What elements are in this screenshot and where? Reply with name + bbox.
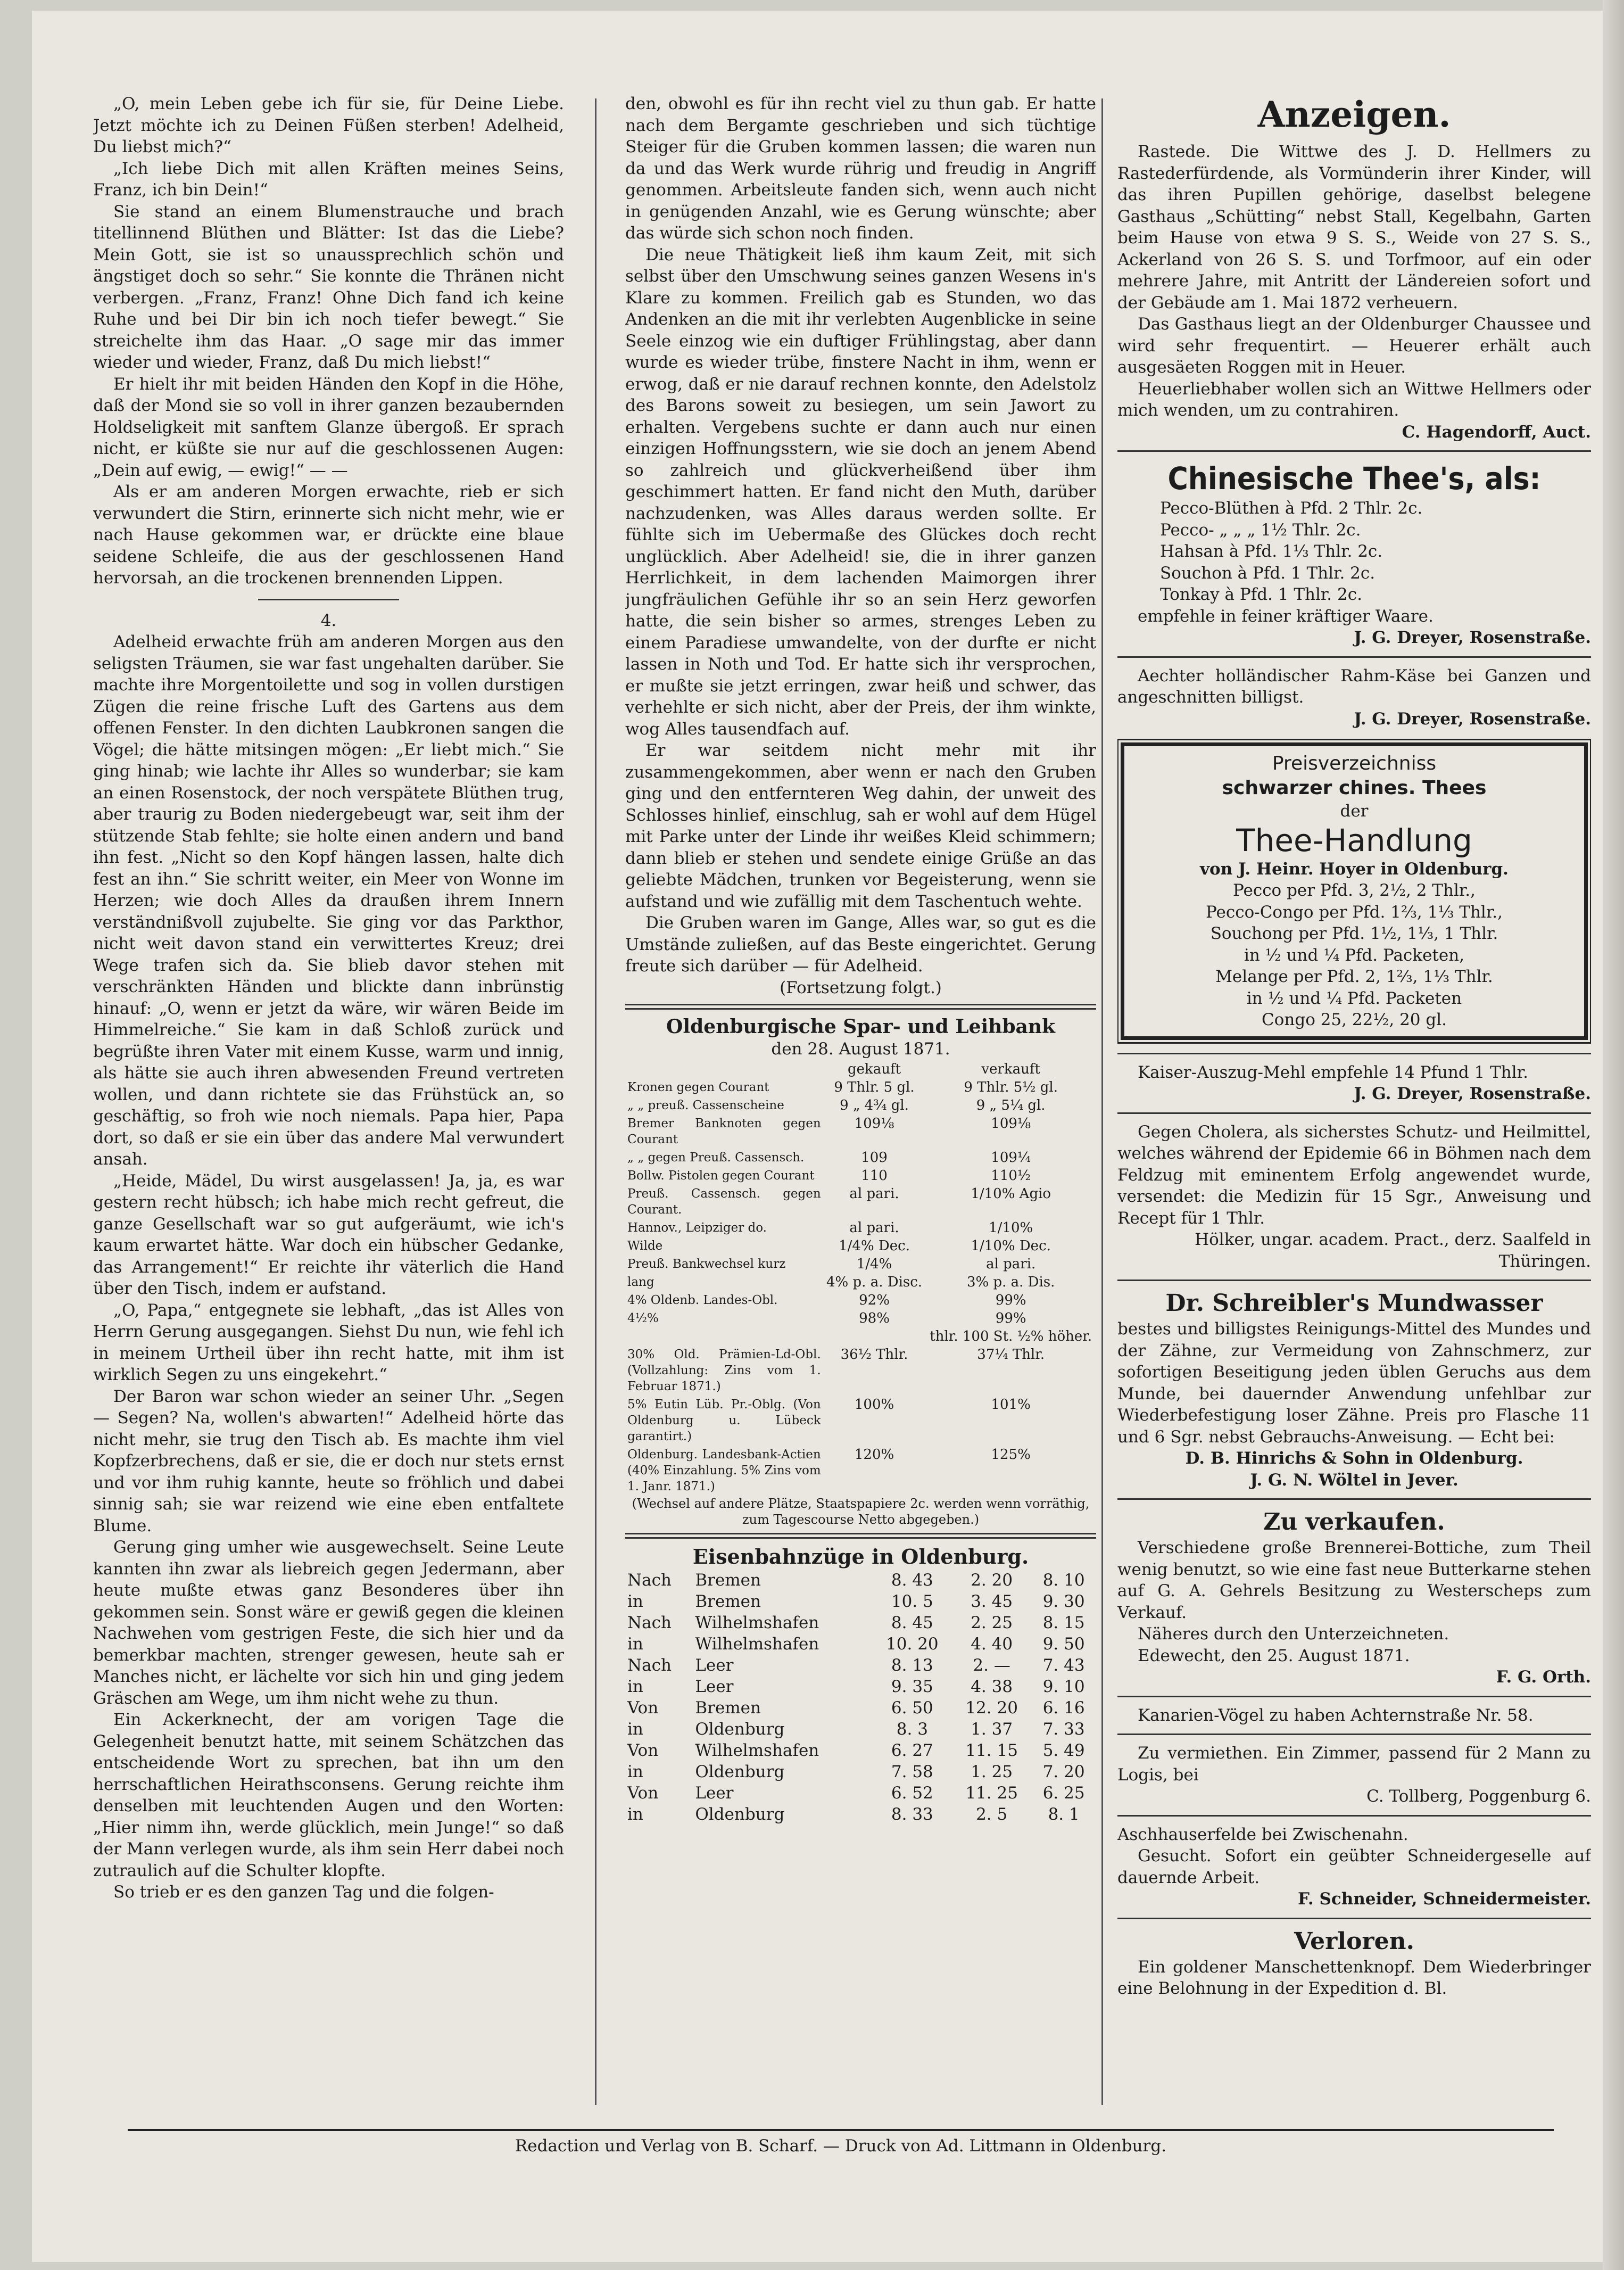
tea-ad-title: Chinesische Thee's, als: — [1167, 460, 1541, 497]
ad-signature: F. G. Orth. — [1496, 1668, 1591, 1687]
section-number: 4. — [320, 610, 337, 630]
table-cell: Wilde — [627, 1239, 663, 1253]
table-cell: Von — [627, 1698, 659, 1718]
price-line: Pecco-Blüthen à Pfd. 2 Thlr. 2c. — [1160, 499, 1423, 518]
table-cell: Von — [627, 1740, 659, 1760]
table-cell: 8. 15 — [1042, 1613, 1085, 1632]
exchange-rate-table — [625, 1060, 1096, 1496]
table-cell: 7. 20 — [1042, 1762, 1085, 1781]
table-cell: in — [627, 1591, 643, 1611]
imprint-footer: Redaction und Verlag von B. Scharf. — Druck von Ad. Littmann in Oldenburg. — [128, 2129, 1554, 2156]
paragraph: „O, mein Leben gebe ich für sie, für Deine Liebe. Jetzt möchte ich zu Deinen Füßen sterben! Adelheid, Du liebst mich?“ — [93, 94, 564, 156]
table-cell: 125% — [991, 1446, 1031, 1463]
table-row — [625, 1676, 1096, 1697]
table-cell: 9. 35 — [891, 1677, 933, 1696]
table-cell: 99% — [995, 1292, 1026, 1308]
table-cell: in — [627, 1719, 643, 1739]
table-cell: 5. 49 — [1042, 1740, 1085, 1760]
table-cell: 3% p. a. Dis. — [966, 1274, 1055, 1290]
table-cell: 1/10% — [989, 1219, 1033, 1236]
table-cell: al pari. — [849, 1219, 899, 1236]
story-column-1 — [93, 93, 564, 1903]
table-row — [625, 1115, 1096, 1149]
table-cell: in — [627, 1677, 643, 1696]
box-price-line: Congo 25, 22½, 20 gl. — [1262, 1010, 1447, 1029]
table-row — [625, 1446, 1096, 1496]
scan-edge — [1603, 0, 1624, 2270]
table-cell: Oldenburg — [695, 1719, 785, 1739]
table-cell: „ „ gegen Preuß. Cassensch. — [627, 1150, 805, 1165]
table-cell: al pari. — [986, 1256, 1036, 1272]
divider — [1117, 1498, 1591, 1500]
ad-signature: F. Schneider, Schneidermeister. — [1297, 1889, 1591, 1909]
divider — [1117, 1918, 1591, 1919]
table-cell: 11. 15 — [965, 1740, 1018, 1760]
table-cell: 1/10% Dec. — [971, 1237, 1051, 1254]
table-cell: Oldenburg — [695, 1804, 785, 1824]
divider — [1117, 1112, 1591, 1114]
paragraph: Gerung ging umher wie ausgewechselt. Seine Leute kannten ihn zwar als liebreich gegen Jedermann, aber heute mußte etwas ganz Besonderes über ihn gekommen sein. Sonst wäre er gewiß gegen die kleinen Nachwehen vom gestrigen Feste, die sich hier und da bemerkbar machten, strenger gewesen, heute sah er Manches nicht, er lächelte vor sich hin und ging jedem Gräschen am Wege, um ihm nicht wehe zu thun. — [93, 1538, 564, 1708]
table-cell: Leer — [695, 1655, 734, 1675]
table-cell: 1. 37 — [971, 1719, 1013, 1739]
table-row — [625, 1096, 1096, 1115]
paragraph: Die Gruben waren im Gange, Alles war, so gut es die Umstände zuließen, auf das Beste eingerichtet. Gerung freute sich darüber — für Adelheid. — [625, 913, 1096, 976]
table-cell: 4% p. a. Disc. — [826, 1274, 923, 1290]
ad-text: Das Gasthaus liegt an der Oldenburger Chaussee und wird sehr frequentirt. — Heuerer erhält auch ausgesäeten Roggen mit in Heuer. — [1117, 315, 1591, 377]
box-line: von J. Heinr. Hoyer in Oldenburg. — [1200, 859, 1509, 879]
paragraph: Sie stand an einem Blumenstrauche und brach titellinnend Blüthen und Blätter: Ist das die Liebe? Mein Gott, sie ist so unaussprechlich schön und ängstiget doch so sehr.“ Sie konnte die Thränen nicht verbergen. „Franz, Franz! Ohne Dich fand ich keine Ruhe und bei Dir bin ich noch tiefer bewegt.“ Sie streichelte ihm das Haar. „O sage mir das immer wieder und wieder, Franz, daß Du mich liebst!“ — [93, 202, 564, 372]
table-cell: 10. 20 — [886, 1634, 939, 1654]
table-cell: Hannov., Leipziger do. — [627, 1220, 767, 1235]
table-cell: 9. 50 — [1042, 1634, 1085, 1654]
table-cell: 4. 38 — [971, 1677, 1013, 1696]
table-cell: Nach — [627, 1570, 672, 1590]
sale-title: Zu verkaufen. — [1263, 1508, 1445, 1536]
ad-text: Aechter holländischer Rahm-Käse bei Ganzen und angeschnitten billigst. — [1117, 666, 1591, 707]
paragraph: Als er am anderen Morgen erwachte, rieb er sich verwundert die Stirn, erinnerte sich nicht mehr, wie er nach Hause gekommen war, er drückte eine blaue seidene Schleife, die aus der geschlossenen Hand hervorsah, an die trockenen brennenden Lippen. — [93, 482, 564, 588]
table-cell: 8. 33 — [891, 1804, 933, 1824]
box-price-line: Souchong per Pfd. 1½, 1⅓, 1 Thlr. — [1210, 924, 1498, 943]
box-price-list — [1135, 880, 1573, 1031]
paragraph: Er hielt ihr mit beiden Händen den Kopf in die Höhe, daß der Mond sie so voll in ihrer ganzen bezaubernden Holdseligkeit mit sanftem Glanze übergoß. Er sprach nicht, er küßte sie nur auf die geschlossenen Augen: „Dein auf ewig, — ewig!“ — — — [93, 374, 564, 480]
table-cell: 99% — [995, 1310, 1026, 1326]
table-row — [625, 1591, 1096, 1612]
ad-text: Edewecht, den 25. August 1871. — [1138, 1646, 1410, 1665]
table-row — [625, 1633, 1096, 1655]
table-cell: 6. 50 — [891, 1698, 933, 1718]
ad-text: Ein goldener Manschettenknopf. Dem Wiederbringer eine Belohnung in der Expedition d. Bl. — [1117, 1957, 1591, 1998]
table-cell: 2. — — [973, 1655, 1010, 1675]
table-row — [625, 1782, 1096, 1804]
table-cell: 1. 25 — [971, 1762, 1013, 1781]
column-header: verkauft — [981, 1061, 1040, 1077]
railway-timetable — [625, 1570, 1096, 1825]
table-cell: 9. 10 — [1042, 1677, 1085, 1696]
table-cell: 9 „ 5¼ gl. — [976, 1097, 1046, 1113]
table-cell: Kronen gegen Courant — [627, 1080, 769, 1094]
table-cell: Wilhelmshafen — [695, 1740, 819, 1760]
table-cell: 11. 25 — [965, 1783, 1018, 1803]
table-cell: 7. 58 — [891, 1762, 933, 1781]
ad-text: Kaiser-Auszug-Mehl empfehle 14 Pfund 1 Thlr. — [1138, 1062, 1528, 1082]
column-divider — [595, 98, 596, 2105]
box-line: Preisverzeichniss — [1272, 753, 1437, 774]
table-cell: 10. 5 — [891, 1591, 933, 1611]
bank-date: den 28. August 1871. — [771, 1039, 950, 1059]
table-cell: Leer — [695, 1783, 734, 1803]
table-cell: Leer — [695, 1677, 734, 1696]
table-cell: al pari. — [849, 1185, 899, 1202]
table-cell: 7. 43 — [1042, 1655, 1085, 1675]
table-row — [625, 1273, 1096, 1291]
table-cell: Bremer Banknoten gegen Courant — [627, 1116, 821, 1146]
table-row — [625, 1078, 1096, 1096]
table-cell: 2. 25 — [971, 1613, 1013, 1632]
paragraph: Der Baron war schon wieder an seiner Uhr. „Segen — Segen? Na, wollen's abwarten!“ Adelheid hörte das nicht mehr, sie trug den Tisch ab. Es machte ihm viel Kopfzerbrechens, daß er sie, die er doch nur stets ernst und vor ihm ruhig kannte, heute so fröhlich und dabei sinnig sah; sie war reizend wie eine eben entfaltete Blume. — [93, 1386, 564, 1536]
ad-text: Zu vermiethen. Ein Zimmer, passend für 2 Mann zu Logis, bei — [1117, 1744, 1591, 1785]
tea-price-box — [1121, 742, 1588, 1040]
table-cell: 109⅛ — [991, 1115, 1031, 1132]
table-row — [625, 1237, 1096, 1255]
table-cell: Preuß. Cassensch. gegen Courant. — [627, 1186, 821, 1217]
paragraph: „Ich liebe Dich mit allen Kräften meines Seins, Franz, ich bin Dein!“ — [93, 159, 564, 200]
table-cell: 8. 10 — [1042, 1570, 1085, 1590]
continuation-note: (Fortsetzung folgt.) — [780, 978, 942, 997]
table-cell: 110½ — [991, 1167, 1031, 1184]
paragraph: Er war seitdem nicht mehr mit ihr zusammengekommen, aber wenn er nach den Gruben ging und den entfernteren Weg dahin, der unweit des Schlosses hinlief, einschlug, sah er wohl auf dem Hügel mit Parke unter der Linde ihr weißes Kleid schimmern; dann blieb er stehen und sendete einige Grüße an das geliebte Mädchen, trunken vor Begeisterung, wenn sie aufstand und wie zufällig mit dem Taschentuch wehte. — [625, 741, 1096, 911]
table-row — [625, 1697, 1096, 1719]
divider — [625, 1004, 1096, 1010]
table-cell: 92% — [859, 1292, 890, 1308]
table-cell: in — [627, 1804, 643, 1824]
table-row — [625, 1655, 1096, 1676]
divider — [1117, 450, 1591, 452]
divider — [1117, 1053, 1591, 1054]
paragraph: Die neue Thätigkeit ließ ihm kaum Zeit, mit sich selbst über den Umschwung seines ganzen Wesens in's Klare zu kommen. Freilich gab es Stunden, wo das Andenken an die mit ihr verlebten Augenblicke in seine Seele einzog wie ein duftiger Frühlingstag, aber dann wurde es wieder trübe, finstere Nacht in ihm, wenn er erwog, daß er nie darauf rechnen konnte, den Adelstolz des Barons soweit zu besiegen, um sein Jawort zu erhalten. Vergebens suchte er dann auch nur einen einzigen Hoffnungsstern, wie sie doch an jenem Abend so zahlreich und glückverheißend über ihm geschimmert hatten. Er fand nicht den Muth, darüber nachzudenken, was Alles daraus werden sollte. Er fühlte sich im Uebermaße des Glückes doch recht unglücklich. Aber Adelheid! sie, die in ihrer ganzen Herrlichkeit, in dem lachenden Maimorgen ihrer jungfräulichen Gefühle ihr so an sein Herz geworfen hatte, die sein bisher so armes, strenges Leben zu einem Paradiese umwandelte, von der durfte er nicht lassen in Noth und Tod. Er hatte sich ihr versprochen, er mußte sie jetzt erringen, zwar heiß und schwer, das verhehlte er sich nicht, aber der Preis, der ihm winkte, wog Alles tausendfach auf. — [625, 245, 1096, 739]
table-cell: „ „ preuß. Cassenscheine — [627, 1098, 784, 1112]
ad-text: Kanarien-Vögel zu haben Achternstraße Nr. 58. — [1138, 1705, 1534, 1725]
table-cell: 12. 20 — [965, 1698, 1018, 1718]
table-row — [625, 1327, 1096, 1346]
table-cell: Bremen — [695, 1570, 761, 1590]
table-cell: 100% — [854, 1396, 894, 1413]
table-row — [625, 1255, 1096, 1273]
ad-text: bestes und billigstes Reinigungs-Mittel des Mundes und der Zähne, zur Vermeidung von Zahnschmerz, zur sofortigen Beseitigung jeden üblen Geruchs aus dem Munde, bei dauernder Anwendung unfehlbar zur Wiederbefestigung loser Zähne. Preis pro Flasche 11 und 6 Sgr. nebst Gebrauchs-Anweisung. — Echt bei: — [1117, 1319, 1591, 1447]
table-cell: 9 Thlr. 5½ gl. — [964, 1079, 1058, 1095]
table-row — [625, 1291, 1096, 1309]
table-row — [625, 1346, 1096, 1396]
bank-note: (Wechsel auf andere Plätze, Staatspapiere 2c. werden wenn vorräthig, zum Tagescourse Netto abgegeben.) — [632, 1496, 1090, 1527]
table-cell: 37¼ Thlr. — [977, 1346, 1045, 1363]
ad-signature: C. Tollberg, Poggenburg 6. — [1366, 1787, 1591, 1806]
table-row — [625, 1761, 1096, 1782]
ad-text: Gesucht. Sofort ein geübter Schneidergeselle auf dauernde Arbeit. — [1117, 1846, 1591, 1887]
table-cell: 8. 13 — [891, 1655, 933, 1675]
paragraph: den, obwohl es für ihn recht viel zu thun gab. Er hatte nach dem Bergamte geschrieben und sich tüchtige Steiger für die Gruben kommen lassen; die waren nun da und das Werk wurde rührig und freudig in Angriff genommen. Arbeitsleute fanden sich, wenn auch nicht in genügenden Anzahl, wie es Gerung wünschte; aber das würde sich schon noch finden. — [625, 94, 1096, 243]
ad-signature: Hölker, ungar. academ. Pract., derz. Saalfeld in Thüringen. — [1195, 1230, 1591, 1271]
box-price-line: in ½ und ¼ Pfd. Packeten, — [1244, 945, 1465, 965]
table-cell: in — [627, 1762, 643, 1781]
table-cell: Oldenburg — [695, 1762, 785, 1781]
paragraph: Adelheid erwachte früh am anderen Morgen aus den seligsten Träumen, sie war fast ungehalten darüber. Sie machte ihre Morgentoilette und sog in vollen durstigen Zügen die reine frische Luft des Gartens aus dem offenen Fenster. In den dichten Laubkronen sangen die Vögel; die hätte mitsingen mögen: „Er liebt mich.“ Sie ging hinab; wie lachte ihr Alles so wunderbar; sie kam an einen Rosenstock, der noch verspätete Blüthen trug, aber traurig zu Boden niedergebeugt war, seit ihm der stützende Stab fehlte; sie holte einen andern und band ihn fest. „Nicht so den Kopf hängen lassen, halte dich fest an ihn.“ Sie schritt weiter, ein Meer von Wonne im Herzen; wie doch Alles da draußen ihrem Innern verständnißvoll zujubelte. Sie ging vor das Parkthor, nicht weit davon stand ein verwittertes Kreuz; drei Wege trafen sich da. Sie blieb davor stehen mit verschränkten Händen und blickte dann inbrünstig hinauf: „O, wenn er jetzt da wäre, wir wären Beide im Himmelreiche.“ Sie kam in daß Schloß zurück und begrüßte ihren Vater mit einem Kusse, warm und innig, als hätte sie auch ihren abwesenden Freund vertreten wollen, und dann richtete sie das Frühstück an, so geschäftig, so froh wie noch niemals. Papa hier, Papa dort, so daß er sie ein über das andere Mal verwundert ansah. — [93, 632, 564, 1169]
price-line: Souchon à Pfd. 1 Thlr. 2c. — [1160, 563, 1376, 583]
divider — [258, 599, 400, 600]
price-line: Hahsan à Pfd. 1⅓ Thlr. 2c. — [1160, 542, 1383, 561]
table-row — [625, 1185, 1096, 1219]
paragraph: Ein Ackerknecht, der am vorigen Tage die Gelegenheit benutzt hatte, mit seinem Schätzchen das entscheidende Wort zu sprechen, bat ihn um den herrschaftlichen Heirathsconsens. Gerung reichte ihm denselben mit leuchtenden Augen und den Worten: „Hier nimm ihn, werde glücklich, mein Junge!“ so daß der Mann verlegen wurde, als ihm sein Herr dabei noch zutraulich auf die Schulter klopfte. — [93, 1710, 564, 1880]
ad-text: Rastede. Die Wittwe des J. D. Hellmers zu Rastederfürdende, als Vormünderin ihrer Kinder, will das ihren Pupillen gehörige, daselbst belegene Gasthaus „Schütting“ nebst Stall, Kegelbahn, Garten beim Hause von etwa 9 S. S., Weide von 27 S. S., Ackerland von 26 S. S. und Torfmoor, auf ein oder mehrere Jahre, mit Antritt der Ländereien sofort und der Gebäude am 1. Mai 1872 verheuern. — [1117, 142, 1591, 312]
box-price-line: Melange per Pfd. 2, 1⅔, 1⅓ Thlr. — [1215, 967, 1493, 986]
ad-text: Näheres durch den Unterzeichneten. — [1138, 1624, 1449, 1644]
table-cell: 8. 3 — [896, 1719, 928, 1739]
bank-title: Oldenburgische Spar- und Leihbank — [666, 1016, 1055, 1038]
table-cell: 6. 52 — [891, 1783, 933, 1803]
paragraph: „O, Papa,“ entgegnete sie lebhaft, „das ist Alles von Herrn Gerung ausgegangen. Siehst Du nun, wie fehl ich in meinem Urtheil über ihn recht hatte, mit ihm ist wirklich Segen zu uns eingekehrt.“ — [93, 1300, 564, 1384]
table-cell: 98% — [859, 1310, 890, 1326]
table-cell: 9 Thlr. 5 gl. — [834, 1079, 915, 1095]
ad-text: Aschhauserfelde bei Zwischenahn. — [1117, 1825, 1408, 1844]
table-cell: 109⅛ — [854, 1115, 894, 1132]
ad-signature: C. Hagendorff, Auct. — [1402, 422, 1591, 442]
table-cell: 109 — [861, 1149, 888, 1166]
table-cell: Von — [627, 1783, 659, 1803]
tea-price-list — [1117, 498, 1591, 606]
box-heading: Thee-Handlung — [1236, 822, 1472, 859]
table-row — [625, 1740, 1096, 1761]
table-cell: 4. 40 — [971, 1634, 1013, 1654]
table-cell: 1/10% Agio — [971, 1185, 1051, 1202]
price-line: Tonkay à Pfd. 1 Thlr. 2c. — [1160, 585, 1362, 604]
ad-text: empfehle in feiner kräftiger Waare. — [1138, 606, 1434, 626]
table-cell: 4½% — [627, 1311, 659, 1325]
box-price-line: Pecco per Pfd. 3, 2½, 2 Thlr., — [1233, 881, 1476, 900]
table-cell: Bremen — [695, 1591, 761, 1611]
table-cell: 30% Old. Prämien-Ld-Obl. (Vollzahlung: Zins vom 1. Februar 1871.) — [627, 1347, 821, 1393]
price-line: Pecco- „ „ „ 1½ Thlr. 2c. — [1160, 520, 1361, 540]
table-cell: Oldenburg. Landesbank-Actien (40% Einzahlung. 5% Zins vom 1. Janr. 1871.) — [627, 1447, 821, 1493]
divider — [1117, 656, 1591, 658]
ad-signature: D. B. Hinrichs & Sohn in Oldenburg. — [1185, 1449, 1523, 1468]
table-row — [625, 1396, 1096, 1446]
table-cell — [625, 1327, 823, 1346]
table-cell: 2. 5 — [976, 1804, 1008, 1824]
table-cell: Wilhelmshafen — [695, 1613, 819, 1632]
table-row — [625, 1570, 1096, 1591]
mouthwash-title: Dr. Schreibler's Mundwasser — [1165, 1290, 1543, 1317]
ad-signature: J. G. Dreyer, Rosenstraße. — [1354, 628, 1591, 647]
table-cell: 4% Oldenb. Landes-Obl. — [627, 1293, 778, 1307]
table-row — [625, 1309, 1096, 1327]
table-cell: Bollw. Pistolen gegen Courant — [627, 1168, 815, 1183]
ad-signature: J. G. Dreyer, Rosenstraße. — [1354, 709, 1591, 729]
box-line: der — [1340, 802, 1369, 821]
table-row — [625, 1612, 1096, 1633]
table-cell — [823, 1327, 926, 1346]
table-cell: 109¼ — [991, 1149, 1031, 1166]
ad-signature: J. G. N. Wöltel in Jever. — [1250, 1470, 1459, 1490]
table-cell: 110 — [861, 1167, 888, 1184]
table-cell: 101% — [991, 1396, 1031, 1413]
divider — [625, 1533, 1096, 1539]
divider — [1117, 1696, 1591, 1697]
paragraph: So trieb er es den ganzen Tag und die folgen- — [113, 1883, 494, 1902]
paragraph: „Heide, Mädel, Du wirst ausgelassen! Ja, ja, es war gestern recht hübsch; ich habe mich recht gefreut, die ganze Gesellschaft war so gut aufgeräumt, wie ich's kaum erwartet hätte. War doch ein hübscher Gedanke, das Arrangement!“ Er reichte ihr väterlich die Hand über den Tisch, indem er aufstand. — [93, 1171, 564, 1298]
table-cell: 9. 30 — [1042, 1591, 1085, 1611]
table-cell: 36½ Thlr. — [840, 1346, 908, 1363]
table-cell: 2. 20 — [971, 1570, 1013, 1590]
table-cell: Bremen — [695, 1698, 761, 1718]
table-cell: Nach — [627, 1655, 672, 1675]
ad-text: Gegen Cholera, als sicherstes Schutz- und Heilmittel, welches während der Epidemie 66 in Böhmen nach dem Feldzug mit eminentem Erfolg angewendet wurde, versendet: die Medizin für 15 Sgr., Anweisung und Recept für 1 Thlr. — [1117, 1122, 1591, 1228]
table-cell: 120% — [854, 1446, 894, 1463]
story-column-2 — [625, 93, 1096, 1825]
column-header: gekauft — [847, 1061, 901, 1077]
ads-title: Anzeigen. — [1257, 94, 1451, 135]
box-price-line: in ½ und ¼ Pfd. Packeten — [1246, 988, 1462, 1008]
table-cell: 3. 45 — [971, 1591, 1013, 1611]
ads-column — [1117, 93, 1591, 2000]
rail-title: Eisenbahnzüge in Oldenburg. — [692, 1544, 1029, 1569]
ad-signature: J. G. Dreyer, Rosenstraße. — [1354, 1084, 1591, 1103]
box-line: schwarzer chines. Thees — [1222, 777, 1487, 799]
table-cell: 1/4% — [856, 1256, 892, 1272]
table-row — [625, 1167, 1096, 1185]
table-cell: 8. 43 — [891, 1570, 933, 1590]
lost-title: Verloren. — [1294, 1927, 1414, 1955]
table-cell: 6. 27 — [891, 1740, 933, 1760]
divider — [1117, 1280, 1591, 1281]
table-cell: 7. 33 — [1042, 1719, 1085, 1739]
table-row — [625, 1719, 1096, 1740]
table-cell: thlr. 100 St. ½% höher. — [930, 1328, 1092, 1344]
ad-text: Verschiedene große Brennerei-Bottiche, zum Theil wenig benutzt, so wie eine fast neue Butterkarne stehen auf G. A. Gehrels Besitzung zu Westerscheps zum Verkauf. — [1117, 1538, 1591, 1622]
table-cell: 5% Eutin Lüb. Pr.-Oblg. (Von Oldenburg u. Lübeck garantirt.) — [627, 1397, 821, 1443]
box-price-line: Pecco-Congo per Pfd. 1⅔, 1⅓ Thlr., — [1206, 902, 1503, 922]
table-cell: 1/4% Dec. — [839, 1237, 910, 1254]
table-cell: 6. 16 — [1042, 1698, 1085, 1718]
table-row — [625, 1149, 1096, 1167]
table-row — [625, 1219, 1096, 1237]
table-row — [625, 1804, 1096, 1825]
table-cell: Wilhelmshafen — [695, 1634, 819, 1654]
table-cell: 8. 45 — [891, 1613, 933, 1632]
table-cell: Preuß. Bankwechsel kurz — [627, 1257, 786, 1271]
ad-text: Heuerliebhaber wollen sich an Wittwe Hellmers oder mich wenden, um zu contrahiren. — [1117, 379, 1591, 420]
column-divider — [1101, 98, 1103, 2105]
table-cell: 9 „ 4¾ gl. — [840, 1097, 909, 1113]
table-cell: 6. 25 — [1042, 1783, 1085, 1803]
table-header — [625, 1060, 1096, 1078]
table-cell: 8. 1 — [1048, 1804, 1080, 1824]
divider — [1117, 1734, 1591, 1735]
table-cell: lang — [627, 1275, 654, 1289]
table-cell: Nach — [627, 1613, 672, 1632]
table-cell: in — [627, 1634, 643, 1654]
divider — [1117, 1815, 1591, 1817]
